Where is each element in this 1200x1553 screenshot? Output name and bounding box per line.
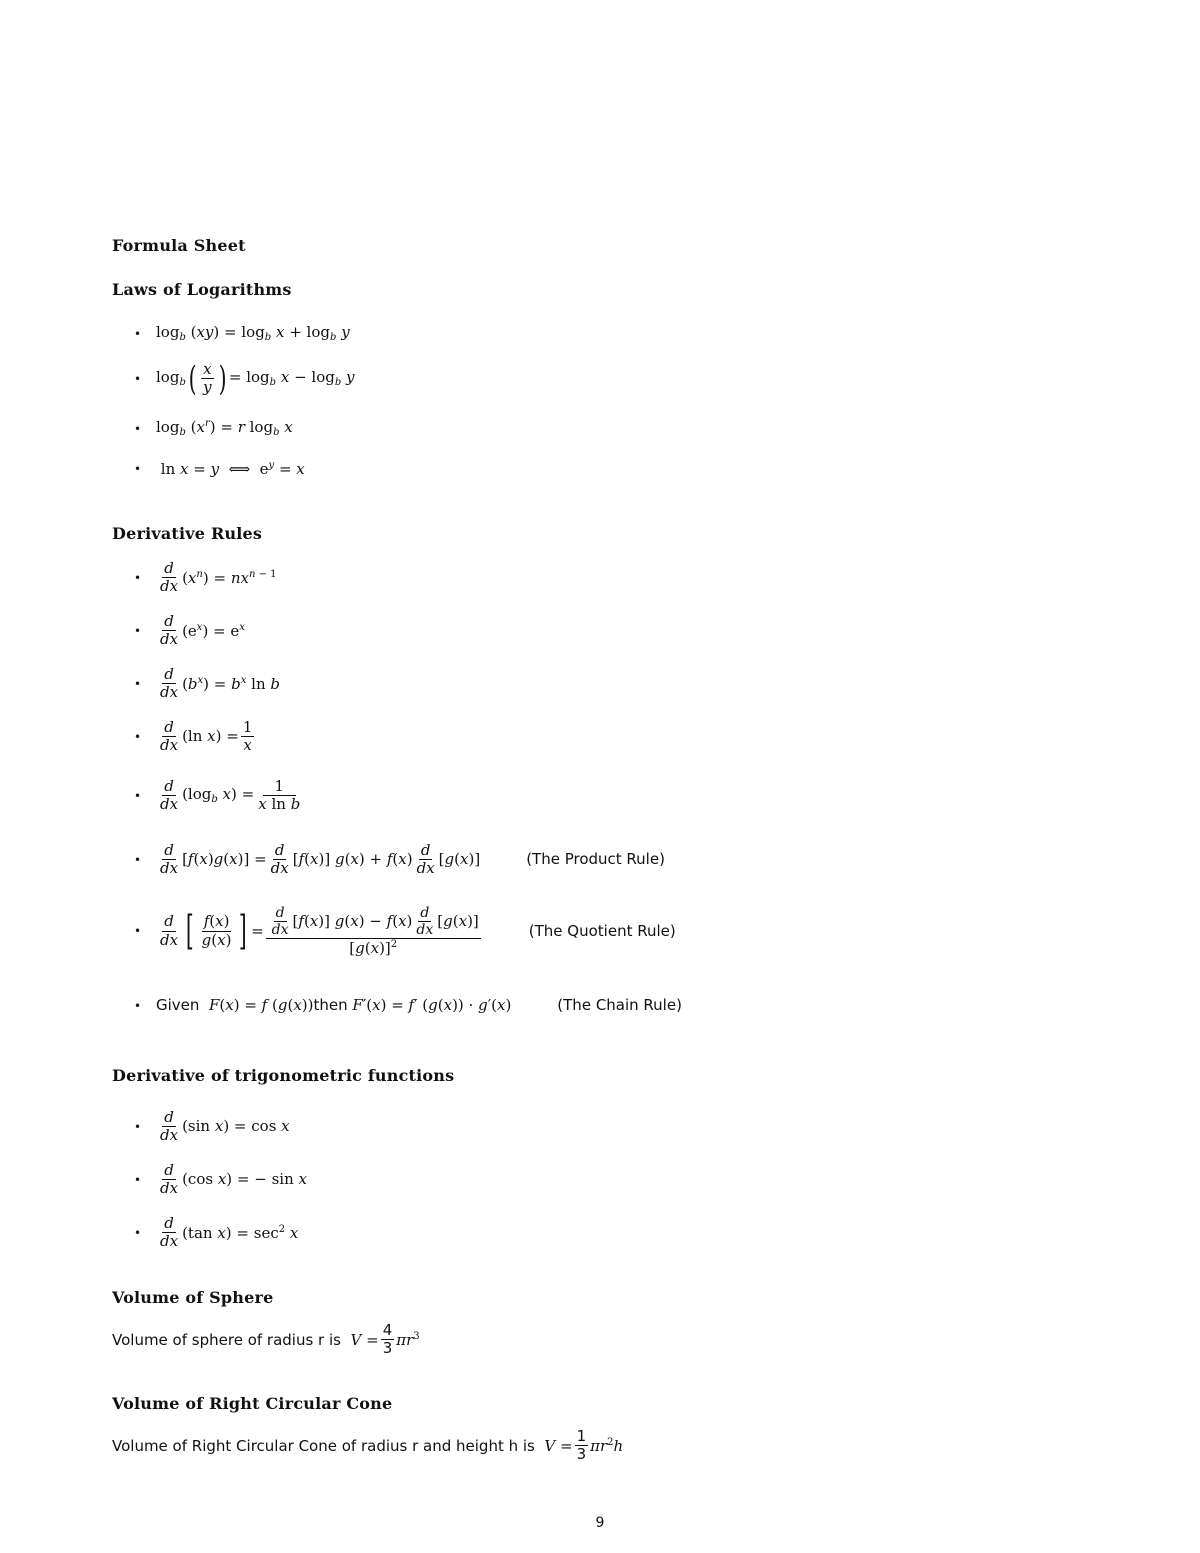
bullet: • bbox=[134, 462, 142, 476]
formula-general-exp-rule: • $\frac{d}{dx}$ $(b^x) = b^x$ ln b bbox=[134, 665, 280, 702]
bullet: • bbox=[134, 788, 142, 803]
formula-sin-derivative: • $\frac{d}{dx}$ (sin x) = cos x bbox=[134, 1108, 290, 1145]
formula-log-rule: • $\frac{d}{dx}$ ($\log_b$ x) = $\frac{1}{\text{x ln b}}$ bbox=[134, 777, 301, 814]
bullet: • bbox=[134, 327, 142, 341]
bullet: • bbox=[134, 729, 142, 744]
formula-ln-rule: • $\frac{d}{dx}$ (ln x) = $\frac{1}{x}$ bbox=[134, 718, 253, 755]
section-title-cone: Volume of Right Circular Cone bbox=[112, 1394, 393, 1413]
formula-quotient-rule: • $\frac{d}{dx}$ [ $\frac{f(x)}{g(x)}$ ] = $\frac{d}{dx}$ [f(x)] g(x) − f(x) $\frac{d}{dx}$ [g(x)] $[g(x)]^2$ (The Quotient Rule) bbox=[134, 905, 676, 958]
bullet: • bbox=[134, 998, 142, 1013]
formula-product-rule: • $\frac{d}{dx}$ [f(x)g(x)] = $\frac{d}{dx}$ [f(x)] g(x) + f(x) $\frac{d}{dx}$ [g(x)] (The Product Rule) bbox=[134, 841, 665, 878]
section-title-trig: Derivative of trigonometric functions bbox=[112, 1066, 455, 1085]
formula-log-quotient: • $\log_b$ ( $\frac{x}{y}$ ) = $\log_b x - \log_b y$ bbox=[134, 358, 355, 399]
section-title-logarithms: Laws of Logarithms bbox=[112, 280, 292, 299]
formula-log-product: • $\log_b (xy) = \log_b x + \log_b y$ bbox=[134, 323, 350, 343]
bullet: • bbox=[134, 1119, 142, 1134]
bullet: • bbox=[134, 421, 142, 436]
section-title-derivative-rules: Derivative Rules bbox=[112, 524, 263, 543]
sphere-volume-statement: Volume of sphere of radius r is V = $\frac{4}{3}$ $\pi r^3$ bbox=[112, 1321, 420, 1358]
formula-log-power: • $\log_b (x^r) = r$ $\log_b x$ bbox=[134, 418, 293, 438]
formula-tan-derivative: • $\frac{d}{dx}$ (tan $x) = \sec^2 x$ bbox=[134, 1214, 299, 1251]
cone-volume-statement: Volume of Right Circular Cone of radius r and height h is V = $\frac{1}{3}$ $\pi r^2h$ bbox=[112, 1427, 624, 1464]
chain-rule-label: (The Chain Rule) bbox=[557, 996, 682, 1014]
bullet: • bbox=[134, 1172, 142, 1187]
formula-chain-rule: • Given F(x) = f (g(x)) then F′(x) = f′ (g(x)) · g′(x) (The Chain Rule) bbox=[134, 996, 682, 1014]
bullet: • bbox=[134, 676, 142, 691]
formula-exp-rule: • $\frac{d}{dx}$ $(e^x) = e^x$ bbox=[134, 612, 245, 649]
quotient-rule-label: (The Quotient Rule) bbox=[528, 921, 676, 940]
bullet: • bbox=[134, 371, 142, 386]
bullet: • bbox=[134, 570, 142, 585]
given-label: Given bbox=[156, 996, 200, 1014]
page-title: Formula Sheet bbox=[112, 236, 246, 255]
page-number: 9 bbox=[595, 1515, 605, 1531]
formula-power-rule: • $\frac{d}{dx}$ $(x^n) = nx^{n - 1}$ bbox=[134, 559, 277, 596]
then-label: then bbox=[313, 996, 348, 1014]
bullet: • bbox=[134, 623, 142, 638]
bullet: • bbox=[134, 1225, 142, 1240]
cone-text: Volume of Right Circular Cone of radius r and height h is bbox=[112, 1436, 535, 1455]
bullet: • bbox=[134, 852, 142, 867]
formula-ln-exp: • ln x = y ⟺ $e^y = x$ bbox=[134, 460, 305, 478]
sphere-text: Volume of sphere of radius r is bbox=[112, 1330, 341, 1349]
section-title-sphere: Volume of Sphere bbox=[112, 1288, 274, 1307]
formula-cos-derivative: • $\frac{d}{dx}$ (cos x) = − sin x bbox=[134, 1161, 307, 1198]
product-rule-label: (The Product Rule) bbox=[526, 850, 665, 869]
bullet: • bbox=[134, 924, 142, 939]
